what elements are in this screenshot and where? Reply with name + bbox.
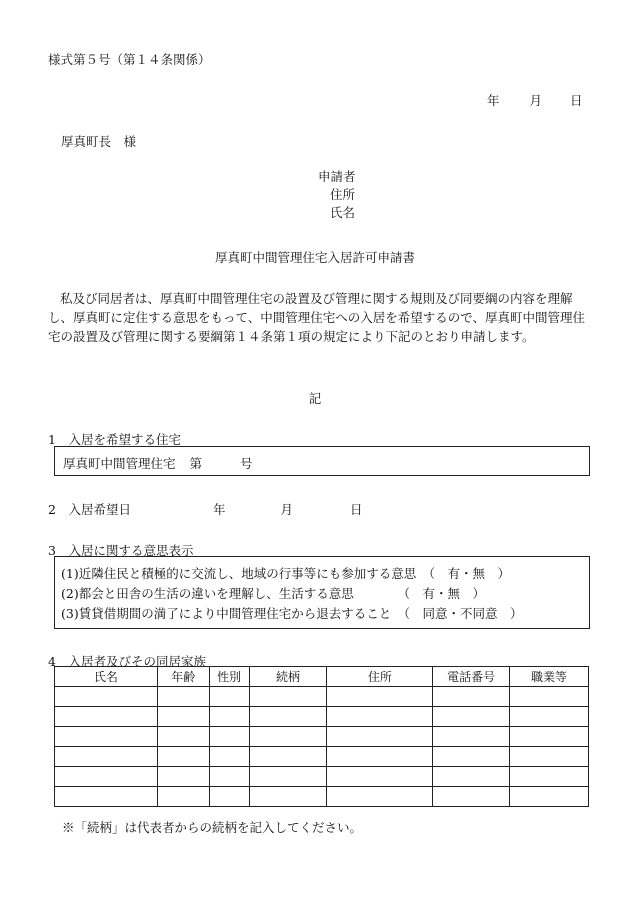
house-dai: 第 xyxy=(189,456,203,471)
section1-heading: 1 入居を希望する住宅 xyxy=(48,432,181,447)
section3-box xyxy=(54,556,590,629)
table-cell[interactable] xyxy=(249,787,327,807)
table-row xyxy=(55,747,589,767)
col-phone: 電話番号 xyxy=(433,667,510,687)
table-cell[interactable] xyxy=(510,747,589,767)
table-cell[interactable] xyxy=(157,687,209,707)
table-cell[interactable] xyxy=(249,707,327,727)
table-cell[interactable] xyxy=(327,787,433,807)
section3-heading: 3 入居に関する意思表示 xyxy=(48,543,194,558)
form-number: 様式第５号（第１４条関係） xyxy=(48,52,211,67)
table-cell[interactable] xyxy=(433,707,510,727)
table-cell[interactable] xyxy=(55,787,158,807)
intent-item-1: (1)近隣住民と積極的に交流し、地域の行事等にも参加する意思 （ 有・無 ） xyxy=(61,566,510,581)
table-cell[interactable] xyxy=(249,747,327,767)
table-cell[interactable] xyxy=(209,727,249,747)
applicant-block xyxy=(318,168,356,222)
table-cell[interactable] xyxy=(433,687,510,707)
table-cell[interactable] xyxy=(157,787,209,807)
house-line xyxy=(63,454,253,472)
table-cell[interactable] xyxy=(327,727,433,747)
table-cell[interactable] xyxy=(157,707,209,727)
intent-item-2: (2)都会と田舎の生活の違いを理解し、生活する意思 （ 有・無 ） xyxy=(61,586,485,601)
house-name: 厚真町中間管理住宅 xyxy=(63,456,176,471)
table-cell[interactable] xyxy=(209,687,249,707)
table-cell[interactable] xyxy=(55,767,158,787)
table-cell[interactable] xyxy=(510,767,589,787)
ki-marker: 記 xyxy=(308,391,322,406)
house-go: 号 xyxy=(240,456,253,471)
section2-year: 年 xyxy=(212,502,226,517)
section2-line xyxy=(48,500,363,518)
table-row xyxy=(55,767,589,787)
date-line xyxy=(487,91,583,109)
relation-note: ※「続柄」は代表者からの続柄を記入してください。 xyxy=(62,820,363,835)
table-cell[interactable] xyxy=(55,687,158,707)
table-cell[interactable] xyxy=(249,767,327,787)
col-age: 年齢 xyxy=(157,667,209,687)
date-month: 月 xyxy=(529,93,543,108)
family-table-header xyxy=(55,667,589,687)
col-relation: 続柄 xyxy=(249,667,327,687)
family-table-body xyxy=(55,687,589,807)
table-cell[interactable] xyxy=(55,747,158,767)
table-cell[interactable] xyxy=(327,707,433,727)
date-day: 日 xyxy=(570,93,583,108)
table-cell[interactable] xyxy=(510,727,589,747)
table-cell[interactable] xyxy=(55,707,158,727)
table-cell[interactable] xyxy=(510,787,589,807)
table-cell[interactable] xyxy=(249,727,327,747)
section2-heading: 2 入居希望日 xyxy=(48,502,131,517)
table-cell[interactable] xyxy=(157,727,209,747)
table-cell[interactable] xyxy=(433,767,510,787)
section2-day: 日 xyxy=(350,502,363,517)
applicant-address-label: 住所 xyxy=(330,187,356,202)
intent-item-3: (3)賃貸借期間の満了により中間管理住宅から退去すること （ 同意・不同意 ） xyxy=(61,606,523,621)
table-cell[interactable] xyxy=(510,687,589,707)
table-cell[interactable] xyxy=(209,767,249,787)
section1-box xyxy=(54,446,590,476)
table-cell[interactable] xyxy=(55,727,158,747)
col-address: 住所 xyxy=(327,667,433,687)
table-cell[interactable] xyxy=(327,767,433,787)
table-cell[interactable] xyxy=(209,787,249,807)
col-occupation: 職業等 xyxy=(510,667,589,687)
table-row xyxy=(55,787,589,807)
table-cell[interactable] xyxy=(157,767,209,787)
table-cell[interactable] xyxy=(157,747,209,767)
table-cell[interactable] xyxy=(433,747,510,767)
table-cell[interactable] xyxy=(249,687,327,707)
section2-month: 月 xyxy=(280,502,293,517)
table-cell[interactable] xyxy=(327,747,433,767)
table-cell[interactable] xyxy=(209,707,249,727)
col-gender: 性別 xyxy=(209,667,249,687)
addressee: 厚真町長 様 xyxy=(61,134,137,149)
table-cell[interactable] xyxy=(209,747,249,767)
applicant-name-label: 氏名 xyxy=(330,205,356,220)
table-row xyxy=(55,727,589,747)
table-cell[interactable] xyxy=(433,787,510,807)
applicant-label: 申請者 xyxy=(318,169,356,184)
col-name: 氏名 xyxy=(55,667,158,687)
date-year: 年 xyxy=(487,93,500,108)
table-row xyxy=(55,687,589,707)
document-title: 厚真町中間管理住宅入居許可申請書 xyxy=(214,250,415,265)
table-cell[interactable] xyxy=(327,687,433,707)
table-cell[interactable] xyxy=(510,707,589,727)
family-table xyxy=(54,666,589,807)
body-paragraph: 私及び同居者は、厚真町中間管理住宅の設置及び管理に関する規則及び同要綱の内容を理解し、厚真町に定住する意思をもって、中間管理住宅への入居を希望するので、厚真町中間管理住宅の設置及び管理に関する要綱第１４条第１項の規定により下記のとおり申請します。 xyxy=(48,291,586,344)
table-cell[interactable] xyxy=(433,727,510,747)
section4-heading: 4 入居者及びその同居家族 xyxy=(48,654,206,669)
table-row xyxy=(55,707,589,727)
